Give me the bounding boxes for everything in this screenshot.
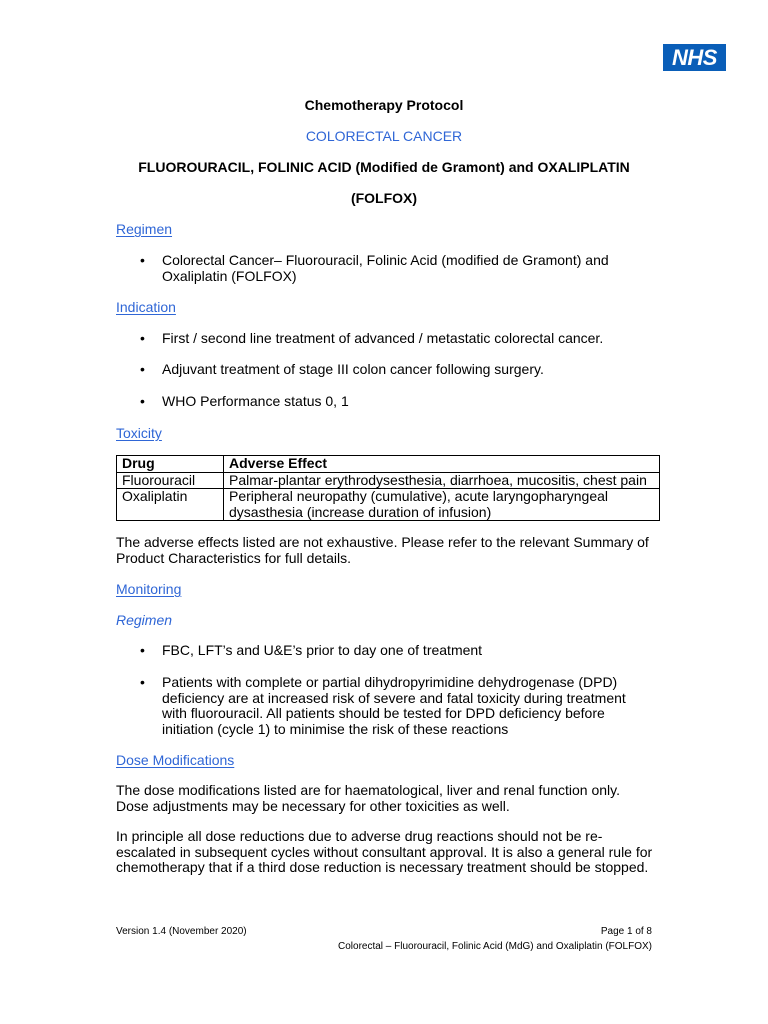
nhs-logo: NHS [663,44,726,71]
protocol-title: Chemotherapy Protocol [304,97,464,113]
dose-modifications-heading[interactable]: Dose Modifications [116,752,235,768]
cancer-type-title: COLORECTAL CANCER [305,128,463,144]
toxicity-heading[interactable]: Toxicity [116,425,162,441]
toxicity-note: The adverse effects listed are not exhaustive. Please refer to the relevant Summary of Product Characteristics for full details. [116,534,649,566]
dose-modifications-paragraph: In principle all dose reductions due to adverse drug reactions should not be re-escalated in subsequent cycles without consultant approval. It is also a general rule for chemotherapy that if a third dose reduction is necessary treatment should be stopped. [116,828,653,875]
table-header-row [117,456,660,473]
indication-heading[interactable]: Indication [116,299,176,315]
monitoring-item: • Patients with complete or partial dihydropyrimidine dehydrogenase (DPD) deficiency are at increased risk of severe and fatal toxicity during treatment with fluorouracil. All patients should be tested for DPD deficiency before initiation (cycle 1) to minimise the risk of these reactions [162,675,652,737]
monitoring-heading[interactable]: Monitoring [116,581,182,597]
drugs-title: FLUOROURACIL, FOLINIC ACID (Modified de Gramont) and OXALIPLATIN [138,159,630,175]
dose-modifications-paragraph: The dose modifications listed are for haematological, liver and renal function only. Dose adjustments may be necessary for other toxicities as well. [116,782,621,814]
footer-version: Version 1.4 (November 2020) [116,926,247,937]
indication-item: • WHO Performance status 0, 1 [162,394,652,410]
indication-item: • Adjuvant treatment of stage III colon cancer following surgery. [162,362,652,378]
table-row [117,472,660,489]
adverse-effect-cell: Palmar-plantar erythrodysesthesia, diarrhoea, mucositis, chest pain [224,472,660,489]
table-row [117,489,660,521]
drug-cell: Fluorouracil [117,472,224,489]
regimen-abbreviation: (FOLFOX) [350,190,418,206]
monitoring-subheading: Regimen [116,612,173,628]
adverse-effect-cell: Peripheral neuropathy (cumulative), acute laryngopharyngeal dysasthesia (increase duration of infusion) [224,489,660,521]
regimen-heading[interactable]: Regimen [116,221,173,237]
drug-cell: Oxaliplatin [117,489,224,521]
regimen-item: • Colorectal Cancer– Fluorouracil, Folinic Acid (modified de Gramont) and Oxaliplatin (FOLFOX) [162,253,652,284]
footer-document-title: Colorectal – Fluorouracil, Folinic Acid (MdG) and Oxaliplatin (FOLFOX) [338,941,652,952]
column-header-adverse-effect: Adverse Effect [224,456,660,473]
footer-page-number: Page 1 of 8 [600,926,652,937]
toxicity-table [116,455,660,521]
monitoring-item: • FBC, LFT’s and U&E’s prior to day one of treatment [162,643,652,659]
indication-item: • First / second line treatment of advanced / metastatic colorectal cancer. [162,331,652,347]
column-header-drug: Drug [117,456,224,473]
